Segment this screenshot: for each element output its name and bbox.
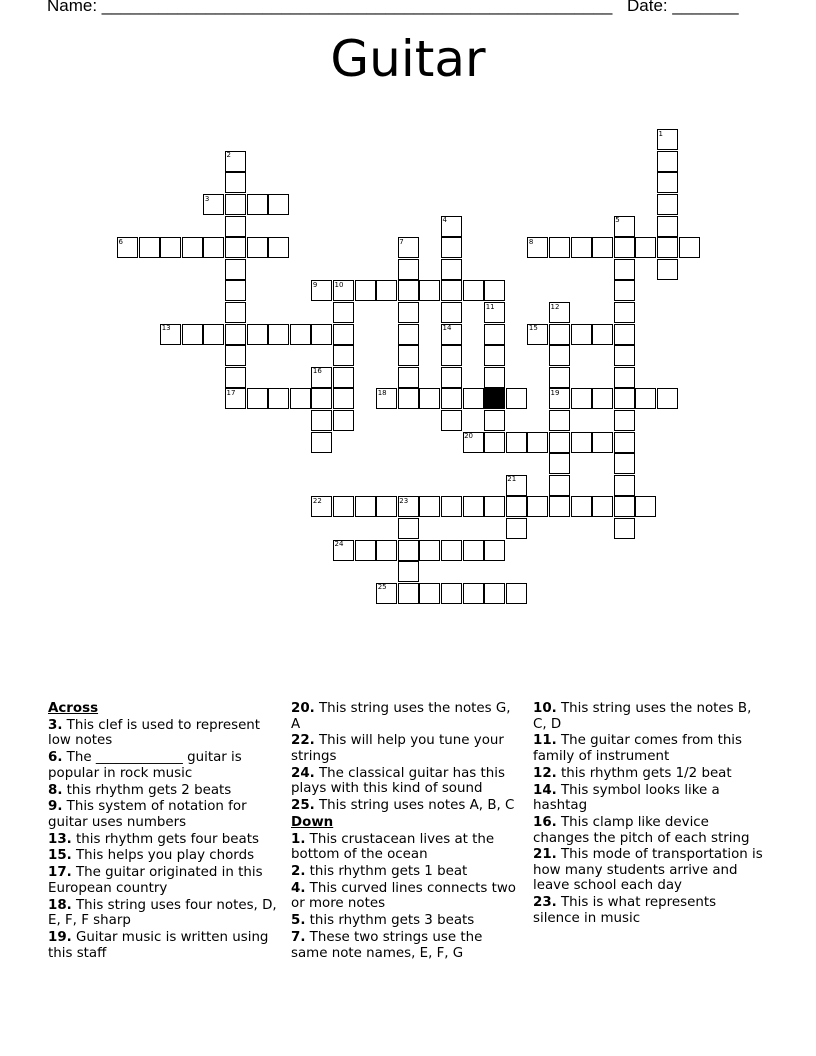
grid-cell[interactable] — [484, 410, 505, 431]
clue-across — [291, 798, 523, 814]
grid-cell[interactable] — [290, 388, 311, 409]
page-title: Guitar — [330, 30, 486, 88]
grid-cell[interactable] — [333, 367, 354, 388]
grid-cell[interactable] — [527, 496, 548, 517]
grid-cell[interactable] — [203, 324, 224, 345]
clue-number-label: 14 — [442, 324, 452, 333]
clue-text: This system of notation for guitar uses numbers — [48, 799, 247, 830]
grid-cell[interactable] — [571, 237, 592, 258]
grid-cell[interactable] — [614, 324, 635, 345]
clue-number-label: 9 — [312, 280, 318, 289]
grid-cell[interactable] — [419, 388, 440, 409]
clue-number-label: 23 — [399, 496, 409, 505]
grid-cell[interactable] — [376, 540, 397, 561]
clue-text: This helps you play chords — [76, 848, 255, 864]
grid-cell[interactable] — [441, 237, 462, 258]
clue-number-label: 1 — [658, 129, 663, 138]
name-field-label: Name: ______________________________________________________ — [47, 0, 613, 15]
clue-number-label: 5 — [615, 216, 620, 225]
clue-number: 20. — [291, 701, 315, 716]
clue-text: The _____________ guitar is popular in rock music — [48, 750, 242, 781]
clues-column-1 — [48, 701, 280, 962]
clue-number: 5. — [291, 913, 306, 929]
grid-cell[interactable] — [549, 453, 570, 474]
grid-cell[interactable] — [657, 172, 678, 193]
clue-number: 19. — [48, 930, 72, 945]
clue-number-label: 16 — [312, 367, 322, 376]
grid-cell[interactable] — [527, 432, 548, 453]
grid-cell[interactable] — [614, 432, 635, 453]
grid-cell[interactable] — [355, 280, 376, 301]
grid-cell[interactable] — [333, 388, 354, 409]
clue-number: 22. — [291, 733, 315, 749]
clue-text: this rhythm gets 1/2 beat — [561, 765, 732, 781]
clue-text: this rhythm gets 3 beats — [309, 913, 475, 929]
grid-cell[interactable] — [311, 432, 332, 453]
clue-number-label: 11 — [485, 302, 495, 311]
grid-cell[interactable] — [635, 388, 656, 409]
clue-text: This clamp like device changes the pitch of each string — [533, 814, 750, 846]
clue-number: 11. — [533, 733, 557, 749]
clue-number-label: 12 — [550, 302, 560, 311]
grid-cell[interactable] — [225, 194, 246, 215]
clue-number-label: 25 — [377, 583, 387, 592]
clue-number-label: 3 — [204, 194, 210, 203]
grid-cell[interactable] — [614, 302, 635, 323]
grid-cell[interactable] — [635, 496, 656, 517]
grid-cell[interactable] — [441, 496, 462, 517]
grid-cell[interactable] — [463, 280, 484, 301]
clue-text: This is what represents silence in music — [533, 895, 717, 926]
clue-text: This string uses the notes G, A — [291, 701, 511, 732]
grid-cell[interactable] — [484, 496, 505, 517]
clue-number-label: 20 — [464, 432, 474, 441]
grid-cell[interactable] — [506, 388, 527, 409]
clue-down — [291, 930, 523, 961]
grid-cell[interactable] — [333, 324, 354, 345]
clue-number: 16. — [533, 814, 557, 830]
clue-number-label: 10 — [334, 280, 344, 289]
clue-number: 3. — [48, 717, 63, 733]
grid-cell[interactable] — [484, 432, 505, 453]
clue-text: This string uses the notes B, C, D — [533, 701, 752, 732]
grid-cell[interactable] — [398, 302, 419, 323]
grid-cell[interactable] — [571, 432, 592, 453]
grid-cell[interactable] — [484, 583, 505, 604]
clue-number-label: 15 — [528, 324, 538, 333]
clue-number: 21. — [533, 847, 557, 863]
clue-down — [533, 847, 765, 894]
grid-cell[interactable] — [225, 216, 246, 237]
grid-cell[interactable] — [333, 302, 354, 323]
grid-cell[interactable] — [614, 237, 635, 258]
clue-down — [533, 815, 765, 846]
grid-cell[interactable] — [571, 496, 592, 517]
clue-number-label: 13 — [161, 324, 171, 333]
grid-cell[interactable] — [419, 280, 440, 301]
grid-cell[interactable] — [441, 280, 462, 301]
grid-cell[interactable] — [247, 194, 268, 215]
grid-cell[interactable] — [614, 345, 635, 366]
grid-cell[interactable] — [657, 259, 678, 280]
clue-across — [48, 799, 280, 830]
grid-cell[interactable] — [268, 194, 289, 215]
grid-cell[interactable] — [355, 496, 376, 517]
grid-cell[interactable] — [247, 324, 268, 345]
grid-cell[interactable] — [484, 324, 505, 345]
grid-cell[interactable] — [419, 540, 440, 561]
clue-across — [48, 865, 280, 896]
grid-cell[interactable] — [614, 496, 635, 517]
grid-cell[interactable] — [549, 324, 570, 345]
grid-cell[interactable] — [398, 259, 419, 280]
clue-text: The guitar comes from this family of instrument — [533, 733, 743, 764]
clue-number: 25. — [291, 798, 315, 814]
clue-across — [48, 848, 280, 864]
grid-cell[interactable] — [225, 324, 246, 345]
grid-cell[interactable] — [419, 496, 440, 517]
grid-cell[interactable] — [679, 237, 700, 258]
clue-number: 4. — [291, 880, 306, 896]
grid-cell[interactable] — [398, 540, 419, 561]
grid-cell[interactable] — [549, 432, 570, 453]
clue-text: This symbol looks like a hashtag — [533, 782, 720, 814]
clue-down — [533, 895, 765, 926]
grid-cell[interactable] — [398, 367, 419, 388]
grid-cell[interactable] — [225, 367, 246, 388]
grid-cell[interactable] — [333, 496, 354, 517]
clue-number: 13. — [48, 831, 72, 847]
grid-cell[interactable] — [484, 345, 505, 366]
grid-cell[interactable] — [376, 496, 397, 517]
grid-cell[interactable] — [441, 410, 462, 431]
clue-number-label: 2 — [226, 151, 231, 160]
grid-cell[interactable] — [657, 388, 678, 409]
clue-text: This curved lines connects two or more notes — [291, 880, 516, 912]
grid-cell[interactable] — [203, 237, 224, 258]
grid-cell[interactable] — [182, 237, 203, 258]
grid-cell[interactable] — [441, 583, 462, 604]
clue-text: This string uses notes A, B, C — [319, 798, 515, 814]
clue-down — [291, 881, 523, 912]
grid-cell[interactable] — [225, 280, 246, 301]
grid-cell[interactable] — [614, 388, 635, 409]
clue-down — [533, 701, 765, 732]
grid-cell[interactable] — [398, 583, 419, 604]
clue-number: 2. — [291, 864, 306, 880]
clue-number: 17. — [48, 865, 72, 881]
grid-cell[interactable] — [311, 410, 332, 431]
grid-cell[interactable] — [268, 237, 289, 258]
grid-cell[interactable] — [247, 237, 268, 258]
grid-cell[interactable] — [441, 259, 462, 280]
grid-cell[interactable] — [463, 388, 484, 409]
clue-number: 15. — [48, 848, 72, 864]
grid-cell[interactable] — [571, 388, 592, 409]
clue-text: The classical guitar has this plays with this kind of sound — [291, 765, 505, 797]
grid-cell[interactable] — [657, 194, 678, 215]
clue-number-label: 21 — [507, 475, 517, 484]
grid-cell[interactable] — [333, 345, 354, 366]
clue-down — [533, 733, 765, 764]
grid-cell[interactable] — [549, 345, 570, 366]
grid-cell[interactable] — [506, 518, 527, 539]
grid-cell[interactable] — [398, 561, 419, 582]
grid-cell[interactable] — [463, 496, 484, 517]
grid-cell[interactable] — [225, 259, 246, 280]
clue-text: These two strings use the same note names, E, F, G — [291, 930, 483, 961]
grid-cell[interactable] — [139, 237, 160, 258]
clue-number-label: 22 — [312, 496, 322, 505]
grid-cell[interactable] — [311, 388, 332, 409]
grid-cell[interactable] — [398, 388, 419, 409]
grid-cell[interactable] — [592, 388, 613, 409]
grid-cell[interactable] — [614, 518, 635, 539]
clue-number: 9. — [48, 799, 63, 815]
grid-cell[interactable] — [614, 453, 635, 474]
grid-cell[interactable] — [182, 324, 203, 345]
clue-number-label: 8 — [528, 237, 534, 246]
clue-across — [291, 733, 523, 764]
clue-number-label: 7 — [399, 237, 404, 246]
grid-cell[interactable] — [225, 237, 246, 258]
grid-cell[interactable] — [441, 302, 462, 323]
grid-cell[interactable] — [441, 367, 462, 388]
clue-number-label: 17 — [226, 388, 236, 397]
grid-cell[interactable] — [549, 367, 570, 388]
clue-text: This string uses four notes, D, E, F, F sharp — [48, 897, 277, 929]
clue-text: this rhythm gets 2 beats — [66, 782, 232, 798]
clue-across — [291, 766, 523, 797]
grid-cell[interactable] — [376, 280, 397, 301]
clue-text: This crustacean lives at the bottom of the ocean — [291, 831, 495, 863]
clue-down — [291, 832, 523, 863]
clue-across — [48, 832, 280, 848]
clue-text: this rhythm gets four beats — [76, 831, 259, 847]
grid-cell[interactable] — [441, 388, 462, 409]
grid-cell[interactable] — [592, 324, 613, 345]
clue-across — [48, 718, 280, 749]
down-heading: Down — [291, 814, 334, 830]
clue-text: The guitar originated in this European country — [48, 865, 263, 896]
grid-cell[interactable] — [311, 324, 332, 345]
clue-number-label: 4 — [442, 216, 447, 225]
grid-cell[interactable] — [614, 475, 635, 496]
grid-cell[interactable] — [549, 237, 570, 258]
clue-text: This mode of transportation is how many students arrive and leave school each day — [533, 847, 763, 894]
clue-number-label: 18 — [377, 388, 387, 397]
grid-cell[interactable] — [268, 388, 289, 409]
clue-number-label: 24 — [334, 540, 344, 549]
grid-cell[interactable] — [571, 324, 592, 345]
clue-text: this rhythm gets 1 beat — [309, 864, 468, 880]
clue-across — [48, 750, 280, 781]
clue-down — [291, 864, 523, 880]
clues-column-2 — [291, 701, 523, 962]
clue-across — [48, 783, 280, 799]
clue-number-label: 6 — [118, 237, 123, 246]
grid-cell[interactable] — [635, 237, 656, 258]
clue-down — [291, 913, 523, 929]
clue-number: 6. — [48, 750, 63, 766]
clue-down — [533, 783, 765, 814]
date-field-label: Date: _______ — [627, 0, 739, 15]
clue-down — [533, 766, 765, 782]
grid-cell[interactable] — [333, 410, 354, 431]
grid-cell[interactable] — [225, 345, 246, 366]
clue-number: 7. — [291, 930, 306, 945]
grid-black-square — [484, 388, 505, 409]
clue-number: 14. — [533, 782, 557, 798]
clue-text: This will help you tune your strings — [291, 733, 504, 764]
grid-cell[interactable] — [549, 410, 570, 431]
grid-cell[interactable] — [268, 324, 289, 345]
grid-cell[interactable] — [225, 302, 246, 323]
grid-cell[interactable] — [463, 540, 484, 561]
grid-cell[interactable] — [506, 496, 527, 517]
across-heading: Across — [48, 701, 99, 716]
clue-across — [291, 701, 523, 732]
grid-cell[interactable] — [549, 496, 570, 517]
grid-cell[interactable] — [398, 324, 419, 345]
clue-across — [48, 898, 280, 929]
grid-cell[interactable] — [614, 259, 635, 280]
clue-text: This clef is used to represent low notes — [48, 717, 261, 749]
clue-number: 23. — [533, 895, 557, 911]
clue-number: 12. — [533, 765, 557, 781]
grid-cell[interactable] — [398, 518, 419, 539]
grid-cell[interactable] — [225, 172, 246, 193]
grid-cell[interactable] — [592, 432, 613, 453]
grid-cell[interactable] — [549, 475, 570, 496]
grid-cell[interactable] — [592, 496, 613, 517]
grid-cell[interactable] — [614, 280, 635, 301]
clues-column-3 — [533, 701, 765, 928]
grid-cell[interactable] — [398, 280, 419, 301]
clue-number-label: 19 — [550, 388, 560, 397]
grid-cell[interactable] — [160, 237, 181, 258]
grid-cell[interactable] — [441, 345, 462, 366]
clue-across — [48, 930, 280, 961]
grid-cell[interactable] — [614, 410, 635, 431]
clue-number: 1. — [291, 831, 306, 847]
grid-cell[interactable] — [484, 540, 505, 561]
grid-cell[interactable] — [657, 216, 678, 237]
clue-number: 18. — [48, 897, 72, 913]
clue-number: 24. — [291, 765, 315, 781]
grid-cell[interactable] — [506, 432, 527, 453]
grid-cell[interactable] — [657, 151, 678, 172]
grid-cell[interactable] — [506, 583, 527, 604]
grid-cell[interactable] — [463, 583, 484, 604]
clue-text: Guitar music is written using this staff — [48, 930, 269, 961]
grid-cell[interactable] — [398, 345, 419, 366]
grid-cell[interactable] — [419, 583, 440, 604]
grid-cell[interactable] — [247, 388, 268, 409]
grid-cell[interactable] — [484, 280, 505, 301]
grid-cell[interactable] — [441, 540, 462, 561]
clue-number: 10. — [533, 701, 557, 716]
grid-cell[interactable] — [355, 540, 376, 561]
grid-cell[interactable] — [657, 237, 678, 258]
clue-number: 8. — [48, 782, 63, 798]
grid-cell[interactable] — [592, 237, 613, 258]
grid-cell[interactable] — [290, 324, 311, 345]
grid-cell[interactable] — [614, 367, 635, 388]
grid-cell[interactable] — [484, 367, 505, 388]
